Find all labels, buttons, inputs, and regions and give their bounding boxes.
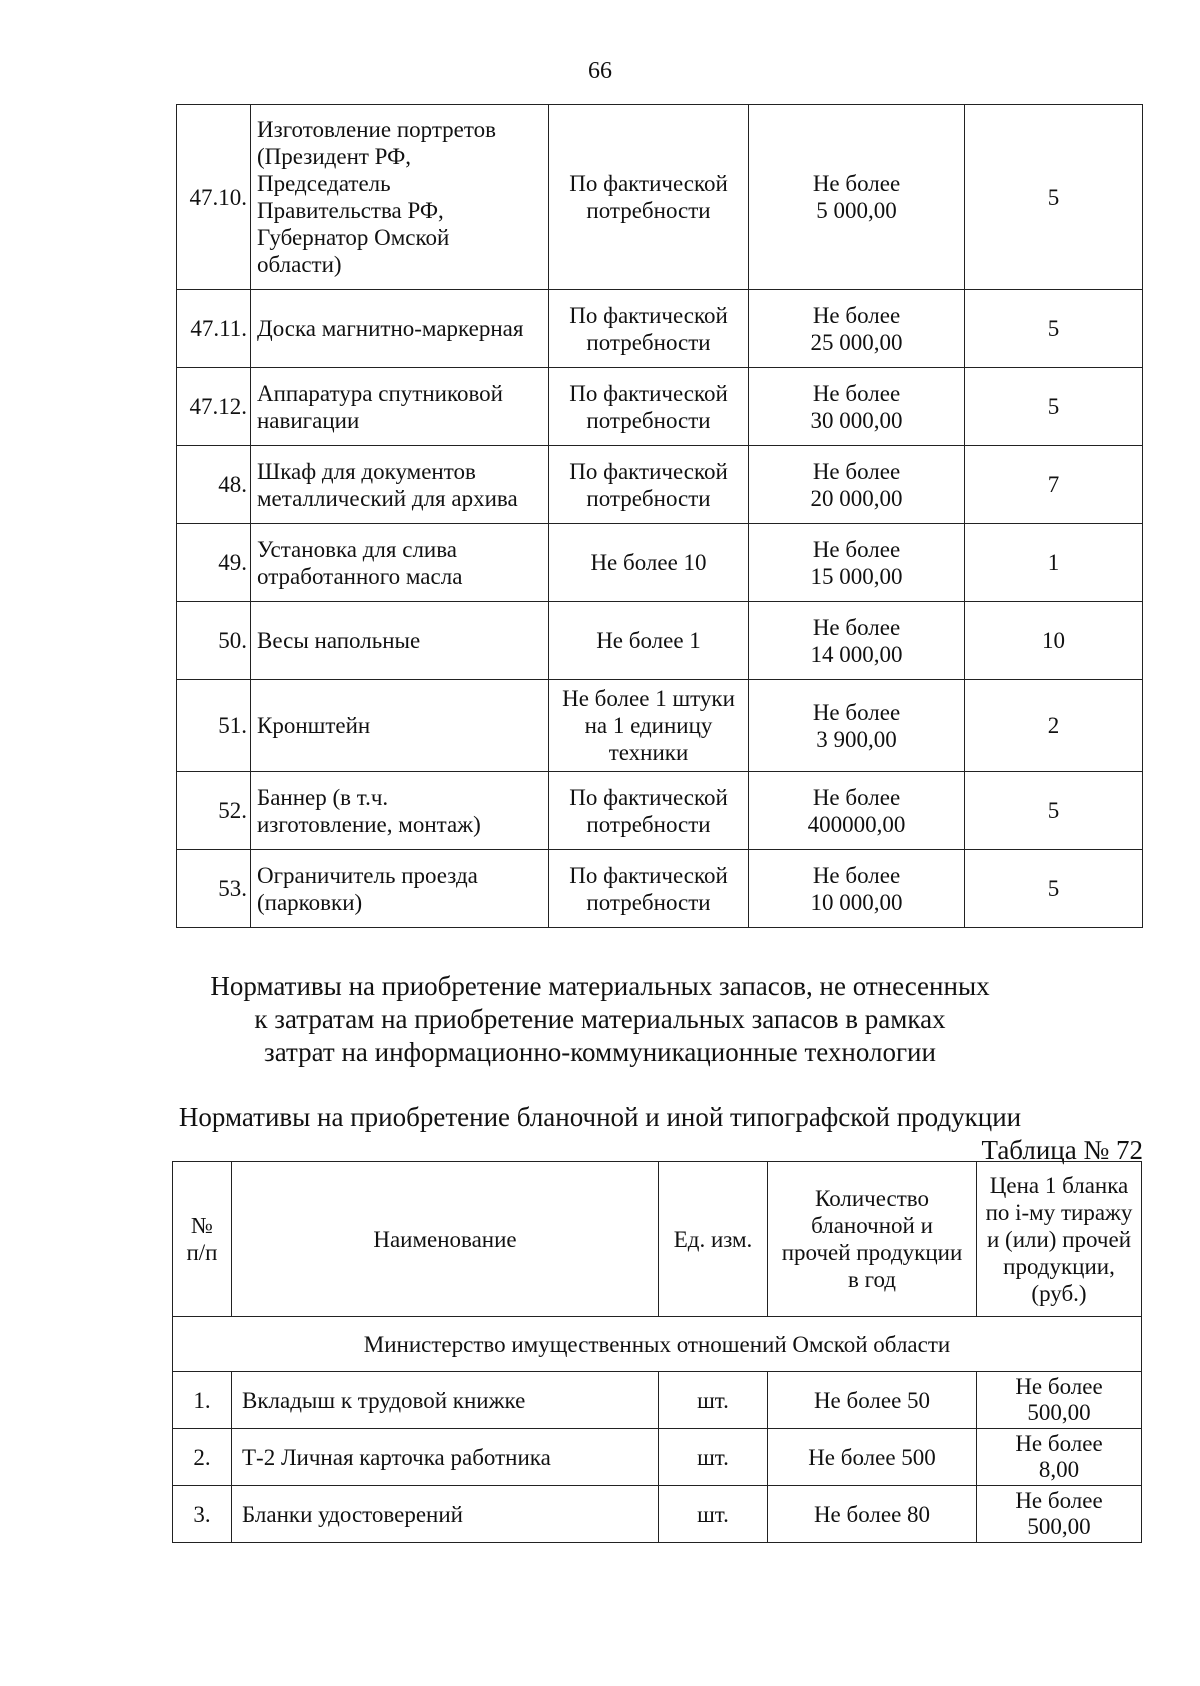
- row-number: 49.: [177, 524, 251, 602]
- section-heading: Нормативы на приобретение материальных запасов, не отнесенных к затратам на приобретение материальных запасов в рамках затрат на информационно-коммуникационные технологии: [210, 971, 990, 1067]
- row-years: 5: [965, 772, 1143, 850]
- header-price: Цена 1 бланка по i-му тиражу и (или) прочей продукции, (руб.): [977, 1162, 1142, 1317]
- row-name: Т-2 Личная карточка работника: [232, 1429, 659, 1486]
- page-number: 66: [588, 58, 612, 84]
- row-quantity: Не более 500: [768, 1429, 977, 1486]
- header-quantity: Количество бланочной и прочей продукции в год: [768, 1162, 977, 1317]
- row-number: 47.10.: [177, 105, 251, 290]
- row-name: Шкаф для документов металлический для архива: [251, 446, 549, 524]
- subsection-heading: Нормативы на приобретение бланочной и иной типографской продукции: [178, 1102, 1022, 1132]
- row-price: Не более 8,00: [977, 1429, 1142, 1486]
- row-quantity: По фактической потребности: [549, 368, 749, 446]
- table-row: [173, 1372, 1142, 1429]
- row-name: Кронштейн: [251, 680, 549, 772]
- table-row: [177, 680, 1143, 772]
- table-72: [172, 1161, 1142, 1543]
- row-years: 5: [965, 105, 1143, 290]
- row-price: Не более 3 900,00: [749, 680, 965, 772]
- row-price: Не более 500,00: [977, 1372, 1142, 1429]
- row-price: Не более 5 000,00: [749, 105, 965, 290]
- row-price: Не более 400000,00: [749, 772, 965, 850]
- row-years: 7: [965, 446, 1143, 524]
- row-quantity: По фактической потребности: [549, 446, 749, 524]
- norms-table-continued: [176, 104, 1143, 928]
- row-price: Не более 500,00: [977, 1486, 1142, 1543]
- table-row: [173, 1486, 1142, 1543]
- row-price: Не более 30 000,00: [749, 368, 965, 446]
- row-number: 47.11.: [177, 290, 251, 368]
- table-row: [173, 1429, 1142, 1486]
- row-quantity: Не более 50: [768, 1372, 977, 1429]
- table-72-body: [173, 1317, 1142, 1543]
- row-years: 5: [965, 850, 1143, 928]
- row-name: Бланки удостоверений: [232, 1486, 659, 1543]
- row-name: Ограничитель проезда (парковки): [251, 850, 549, 928]
- table-row: [177, 524, 1143, 602]
- row-years: 1: [965, 524, 1143, 602]
- table-row: [177, 602, 1143, 680]
- row-unit: шт.: [659, 1429, 768, 1486]
- table-header-row: [173, 1162, 1142, 1317]
- row-price: Не более 14 000,00: [749, 602, 965, 680]
- row-price: Не более 15 000,00: [749, 524, 965, 602]
- row-quantity: Не более 80: [768, 1486, 977, 1543]
- table-row: [177, 105, 1143, 290]
- header-unit: Ед. изм.: [659, 1162, 768, 1317]
- row-years: 2: [965, 680, 1143, 772]
- norms-table-body: [177, 105, 1143, 928]
- row-name: Установка для слива отработанного масла: [251, 524, 549, 602]
- row-number: 48.: [177, 446, 251, 524]
- row-quantity: По фактической потребности: [549, 850, 749, 928]
- row-name: Баннер (в т.ч. изготовление, монтаж): [251, 772, 549, 850]
- row-name: Весы напольные: [251, 602, 549, 680]
- table-number: Таблица № 72: [981, 1135, 1143, 1165]
- group-row: [173, 1317, 1142, 1372]
- row-name: Доска магнитно-маркерная: [251, 290, 549, 368]
- row-number: 52.: [177, 772, 251, 850]
- table-row: [177, 290, 1143, 368]
- row-unit: шт.: [659, 1486, 768, 1543]
- row-number: 50.: [177, 602, 251, 680]
- row-price: Не более 10 000,00: [749, 850, 965, 928]
- row-quantity: Не более 10: [549, 524, 749, 602]
- row-number: 51.: [177, 680, 251, 772]
- row-name: Изготовление портретов (Президент РФ, Председатель Правительства РФ, Губернатор Омской области): [251, 105, 549, 290]
- row-number: 3.: [173, 1486, 232, 1543]
- row-price: Не более 20 000,00: [749, 446, 965, 524]
- row-name: Аппаратура спутниковой навигации: [251, 368, 549, 446]
- row-years: 5: [965, 290, 1143, 368]
- header-name: Наименование: [232, 1162, 659, 1317]
- table-row: [177, 368, 1143, 446]
- row-quantity: Не более 1: [549, 602, 749, 680]
- row-years: 5: [965, 368, 1143, 446]
- row-quantity: По фактической потребности: [549, 105, 749, 290]
- row-quantity: По фактической потребности: [549, 290, 749, 368]
- row-number: 53.: [177, 850, 251, 928]
- table-row: [177, 850, 1143, 928]
- header-num: № п/п: [173, 1162, 232, 1317]
- row-number: 1.: [173, 1372, 232, 1429]
- row-price: Не более 25 000,00: [749, 290, 965, 368]
- group-label: Министерство имущественных отношений Омской области: [173, 1317, 1142, 1372]
- row-quantity: По фактической потребности: [549, 772, 749, 850]
- row-number: 47.12.: [177, 368, 251, 446]
- row-years: 10: [965, 602, 1143, 680]
- table-row: [177, 772, 1143, 850]
- row-quantity: Не более 1 штуки на 1 единицу техники: [549, 680, 749, 772]
- table-row: [177, 446, 1143, 524]
- row-unit: шт.: [659, 1372, 768, 1429]
- row-number: 2.: [173, 1429, 232, 1486]
- row-name: Вкладыш к трудовой книжке: [232, 1372, 659, 1429]
